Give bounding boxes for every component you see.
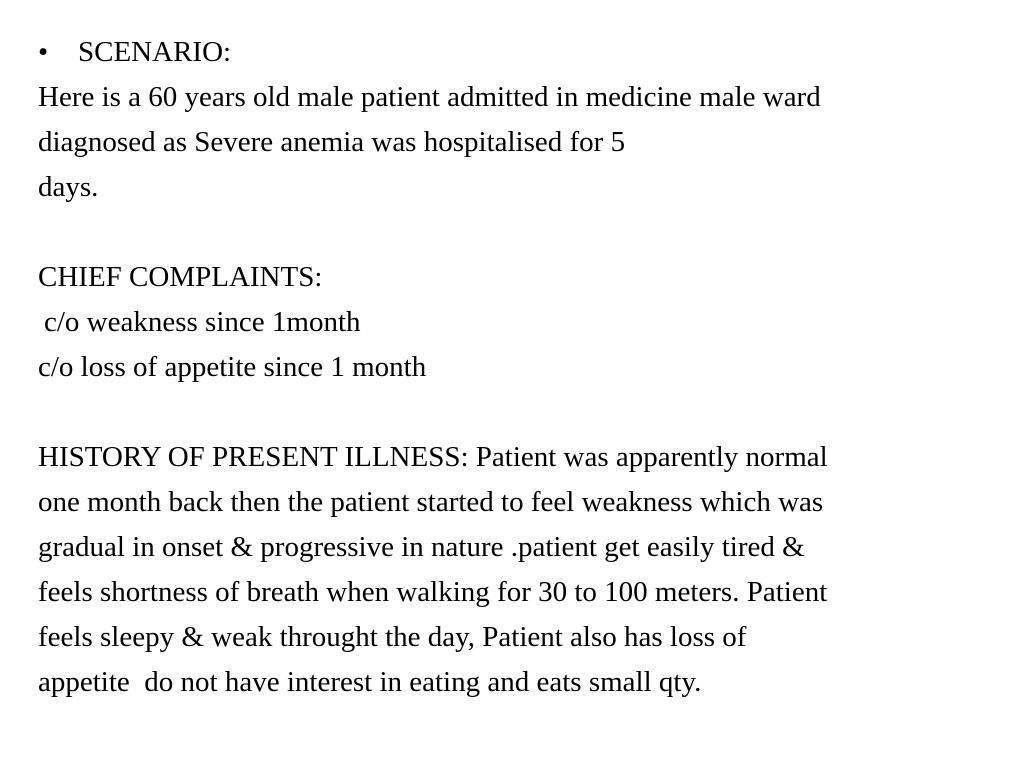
scenario-line: diagnosed as Severe anemia was hospitalised for 5: [38, 126, 626, 158]
complaint-item: c/o weakness since 1month: [44, 306, 361, 338]
chief-complaints-heading: CHIEF COMPLAINTS:: [38, 261, 323, 293]
history-text: Patient was apparently normal: [468, 441, 828, 473]
spacer: [38, 210, 988, 255]
history-heading: HISTORY OF PRESENT ILLNESS:: [38, 441, 469, 473]
scenario-line: Here is a 60 years old male patient admitted in medicine male ward: [38, 81, 821, 113]
scenario-line: days.: [38, 171, 99, 203]
history-line: feels shortness of breath when walking for 30 to 100 meters. Patient: [38, 576, 828, 608]
history-line: appetite do not have interest in eating and eats small qty.: [38, 666, 702, 698]
history-line: one month back then the patient started to feel weakness which was: [38, 486, 824, 518]
scenario-heading-line: [38, 30, 988, 75]
spacer: [38, 390, 988, 435]
bullet-icon: •: [38, 36, 49, 68]
history-line: feels sleepy & weak throught the day, Patient also has loss of: [38, 621, 747, 653]
history-line: gradual in onset & progressive in nature .patient get easily tired &: [38, 531, 805, 563]
history-first-line: [38, 435, 988, 480]
slide-content: [38, 30, 988, 705]
scenario-heading: SCENARIO:: [78, 36, 232, 68]
complaint-item: c/o loss of appetite since 1 month: [38, 351, 427, 383]
